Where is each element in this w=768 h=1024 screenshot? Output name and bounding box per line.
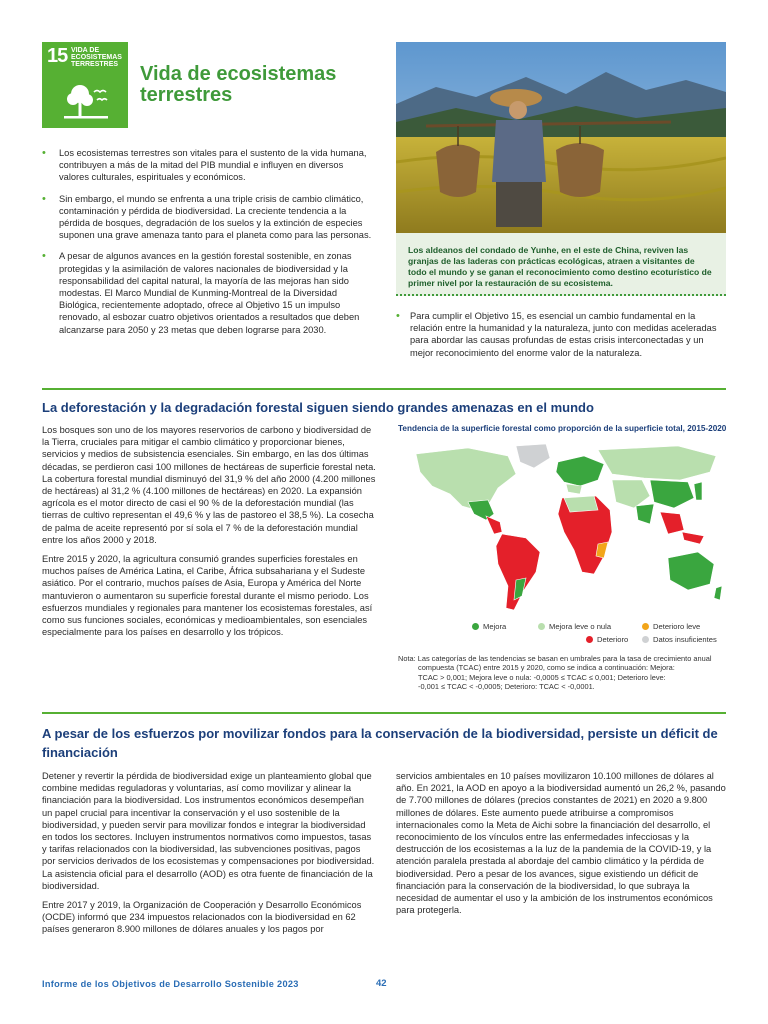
legend-dot (538, 623, 545, 630)
legend-dot (642, 636, 649, 643)
sdg-15-badge (42, 42, 128, 128)
sdg-number: 15 (47, 45, 68, 67)
map-note-line: Nota: Las categorías de las tendencias se basan en umbrales para la tasa de crecimiento anual (398, 654, 712, 663)
legend-item-slight-deterioration (642, 622, 700, 631)
financing-text-left (42, 770, 376, 943)
tree-birds-icon (60, 80, 112, 124)
section-divider (42, 388, 726, 390)
map-legend (472, 622, 728, 652)
section-title-financing: A pesar de los esfuerzos por movilizar fondos para la conservación de la biodiversidad, persiste un déficit de financiación (42, 726, 718, 760)
legend-dot (642, 623, 649, 630)
legend-item-insufficient-data (642, 635, 717, 644)
financing-text-right (396, 770, 726, 923)
page-title: Vida de ecosistemas terrestres (140, 63, 337, 106)
right-bullet-list (396, 310, 726, 359)
section-title-deforestation: La deforestación y la degradación forestal siguen siendo grandes amenazas en el mundo (42, 400, 594, 415)
paragraph: Entre 2015 y 2020, la agricultura consumió grandes superficies forestales en muchos países de América Latina, el Caribe, África subsahariana y el Sudeste asiático. Por el contrario, muchos países de Asia, Europa y América del Norte mantuvieron o aumentaron su superficie forestal durante el mismo periodo. Los esfuerzos mundiales y regionales para mantener los ecosistemas forestales, así como sus funciones sociales, económicas y medioambientales, son esenciales especialmente para los países en desarrollo y los trópicos. (42, 554, 373, 638)
farmer-terrace-photo (396, 42, 726, 233)
map-title: Tendencia de la superficie forestal como proporción de la superficie total, 2015-2020 (398, 424, 727, 433)
legend-item-deterioration (586, 635, 628, 644)
paragraph: Los bosques son uno de los mayores reservorios de carbono y biodiversidad de la Tierra, cruciales para mitigar el cambio climático y proporcionar bienes, servicios y medios de subsistencia esenciales. Sin embargo, en las dos últimas décadas, se perdieron casi 100 millones de hectáreas de superficie forestal neta. La cobertura forestal mundial disminuyó del 31,9 % del año 2000 (4.200 millones de hectáreas) al 31,2 % (4.100 millones de hectáreas) en 2020. La expansión agrícola es el motor directo de casi el 90 % de la deforestación mundial (las tierras de cultivo representan el 49,6 % y las de pastoreo el 38,5 %). La cosecha de palma de aceite representó por sí sola el 7 % de la deforestación mundial entre los años 2000 y 2018. (42, 425, 376, 545)
legend-item-slight-improvement (538, 622, 611, 631)
forest-trend-world-map (398, 440, 728, 618)
section-divider (42, 712, 726, 714)
legend-item-improvement (472, 622, 506, 631)
paragraph: Entre 2017 y 2019, la Organización de Cooperación y Desarrollo Económicos (OCDE) informó que 234 impuestos relacionados con la biodiversidad en 62 países generaron 8.900 millones de dólares anuales y los pagos por (42, 900, 362, 935)
right-bullet: • Para cumplir el Objetivo 15, es esencial un cambio fundamental en la relación entre la humanidad y la naturaleza, junto con medidas aceleradas para abordar las causas profundas de estas crisis interconectadas y un mejor reconocimiento del enorme valor de la naturaleza. (396, 310, 726, 359)
legend-label: Mejora (483, 622, 507, 631)
map-note (398, 654, 728, 691)
sdg-label: VIDA DE ECOSISTEMAS TERRESTRES (71, 47, 122, 68)
deforestation-text (42, 424, 376, 645)
map-note-line: TCAC > 0,001; Mejora leve o nula: -0,0005 ≤ TCAC ≤ 0,001; Deterioro leve: (418, 672, 666, 682)
map-note-line: compuesta (TCAC) entre 2015 y 2020, como se indica a continuación: Mejora: (418, 663, 675, 673)
legend-label: Datos insuficientes (653, 635, 717, 644)
photo-caption: Los aldeanos del condado de Yunhe, en el este de China, reviven las granjas de las laderas con prácticas ecológicas, atraen a visitantes de todo el mundo y se ganan el reconocimiento como destino ecoturístico de primer nivel por la restauración de su ecosistema. (408, 245, 712, 288)
paragraph: Detener y revertir la pérdida de biodiversidad exige un planteamiento global que combine medidas reguladoras y voluntarias, así como movilizar y alinear la financiación para la biodiversidad. Los instrumentos económicos desempeñan un papel crucial para incentivar la conservación y el uso sostenible de la biodiversidad, y pueden servir para movilizar fondos e integrar la biodiversidad en todos los sectores. Incluyen instrumentos normativos como impuestos, tasas y tarifas relacionados con la biodiversidad, las subvenciones positivas, pagos por servicios derivados de los ecosistemas y compensaciones por biodiversidad. La asistencia oficial para el desarrollo (AOD) es otra fuente de financiación de la biodiversidad. (42, 771, 375, 891)
legend-label: Deterioro (597, 635, 629, 644)
legend-dot (472, 623, 479, 630)
map-note-line: -0,001 ≤ TCAC < -0,0005; Deterioro: TCAC < -0,0001. (418, 681, 595, 691)
legend-label: Deterioro leve (653, 622, 701, 631)
photo-caption-box (396, 233, 726, 296)
footer-report-title: Informe de los Objetivos de Desarrollo Sostenible 2023 (42, 979, 299, 989)
intro-bullet: • A pesar de algunos avances en la gestión forestal sostenible, en zonas protegidas y la asimilación de valores nacionales de biodiversidad y la responsabilidad del capital natural, la mayoría de las mejoras han sido modestas. El Marco Mundial de Kunming-Montreal de la Diversidad Biológica, recientemente adoptado, ofrece al Objetivo 15 un impulso renovado, al esbozar cuatro objetivos orientados a resultados que deben alcanzarse para 2050 y 23 metas que deben lograrse para 2030. (42, 250, 374, 335)
paragraph: servicios ambientales en 10 países movilizaron 10.100 millones de dólares al año. En 2021, la AOD en apoyo a la biodiversidad aumentó un 26,2 %, pasando de 7.700 millones de dólares (precios constantes de 2021) en 2020 a 9.800 millones de dólares. Este aumento puede atribuirse a compromisos internacionales como la Meta de Aichi sobre la financiación del desarrollo, el reconocimiento de los vínculos entre las enfermedades infecciosas y la destrucción de los ecosistemas a la luz de la pandemia de la COVID-19, y la atención paralela prestada al abordaje del cambio climático y la pérdida de biodiversidad. Pero a pesar de los avances, sigue existiendo un déficit de financiación para la conservación de la biodiversidad, lo que subraya la necesidad de aumentar el uso y la ambición de los instrumentos económicos para protegerla. (396, 771, 726, 916)
intro-bullet: • Los ecosistemas terrestres son vitales para el sustento de la vida humana, contribuyen a más de la mitad del PIB mundial e influyen en diversos valores culturales, espirituales y económicos. (42, 147, 374, 184)
intro-bullet-list (42, 147, 374, 345)
legend-label: Mejora leve o nula (549, 622, 612, 631)
page-number: 42 (376, 978, 387, 989)
intro-bullet: • Sin embargo, el mundo se enfrenta a una triple crisis de cambio climático, contaminación y pérdida de biodiversidad. La creciente tendencia a la pérdida de bosques, degradación de los suelos y la extinción de especies suponen una grave amenaza tanto para el planeta como para las personas. (42, 193, 374, 242)
legend-dot (586, 636, 593, 643)
